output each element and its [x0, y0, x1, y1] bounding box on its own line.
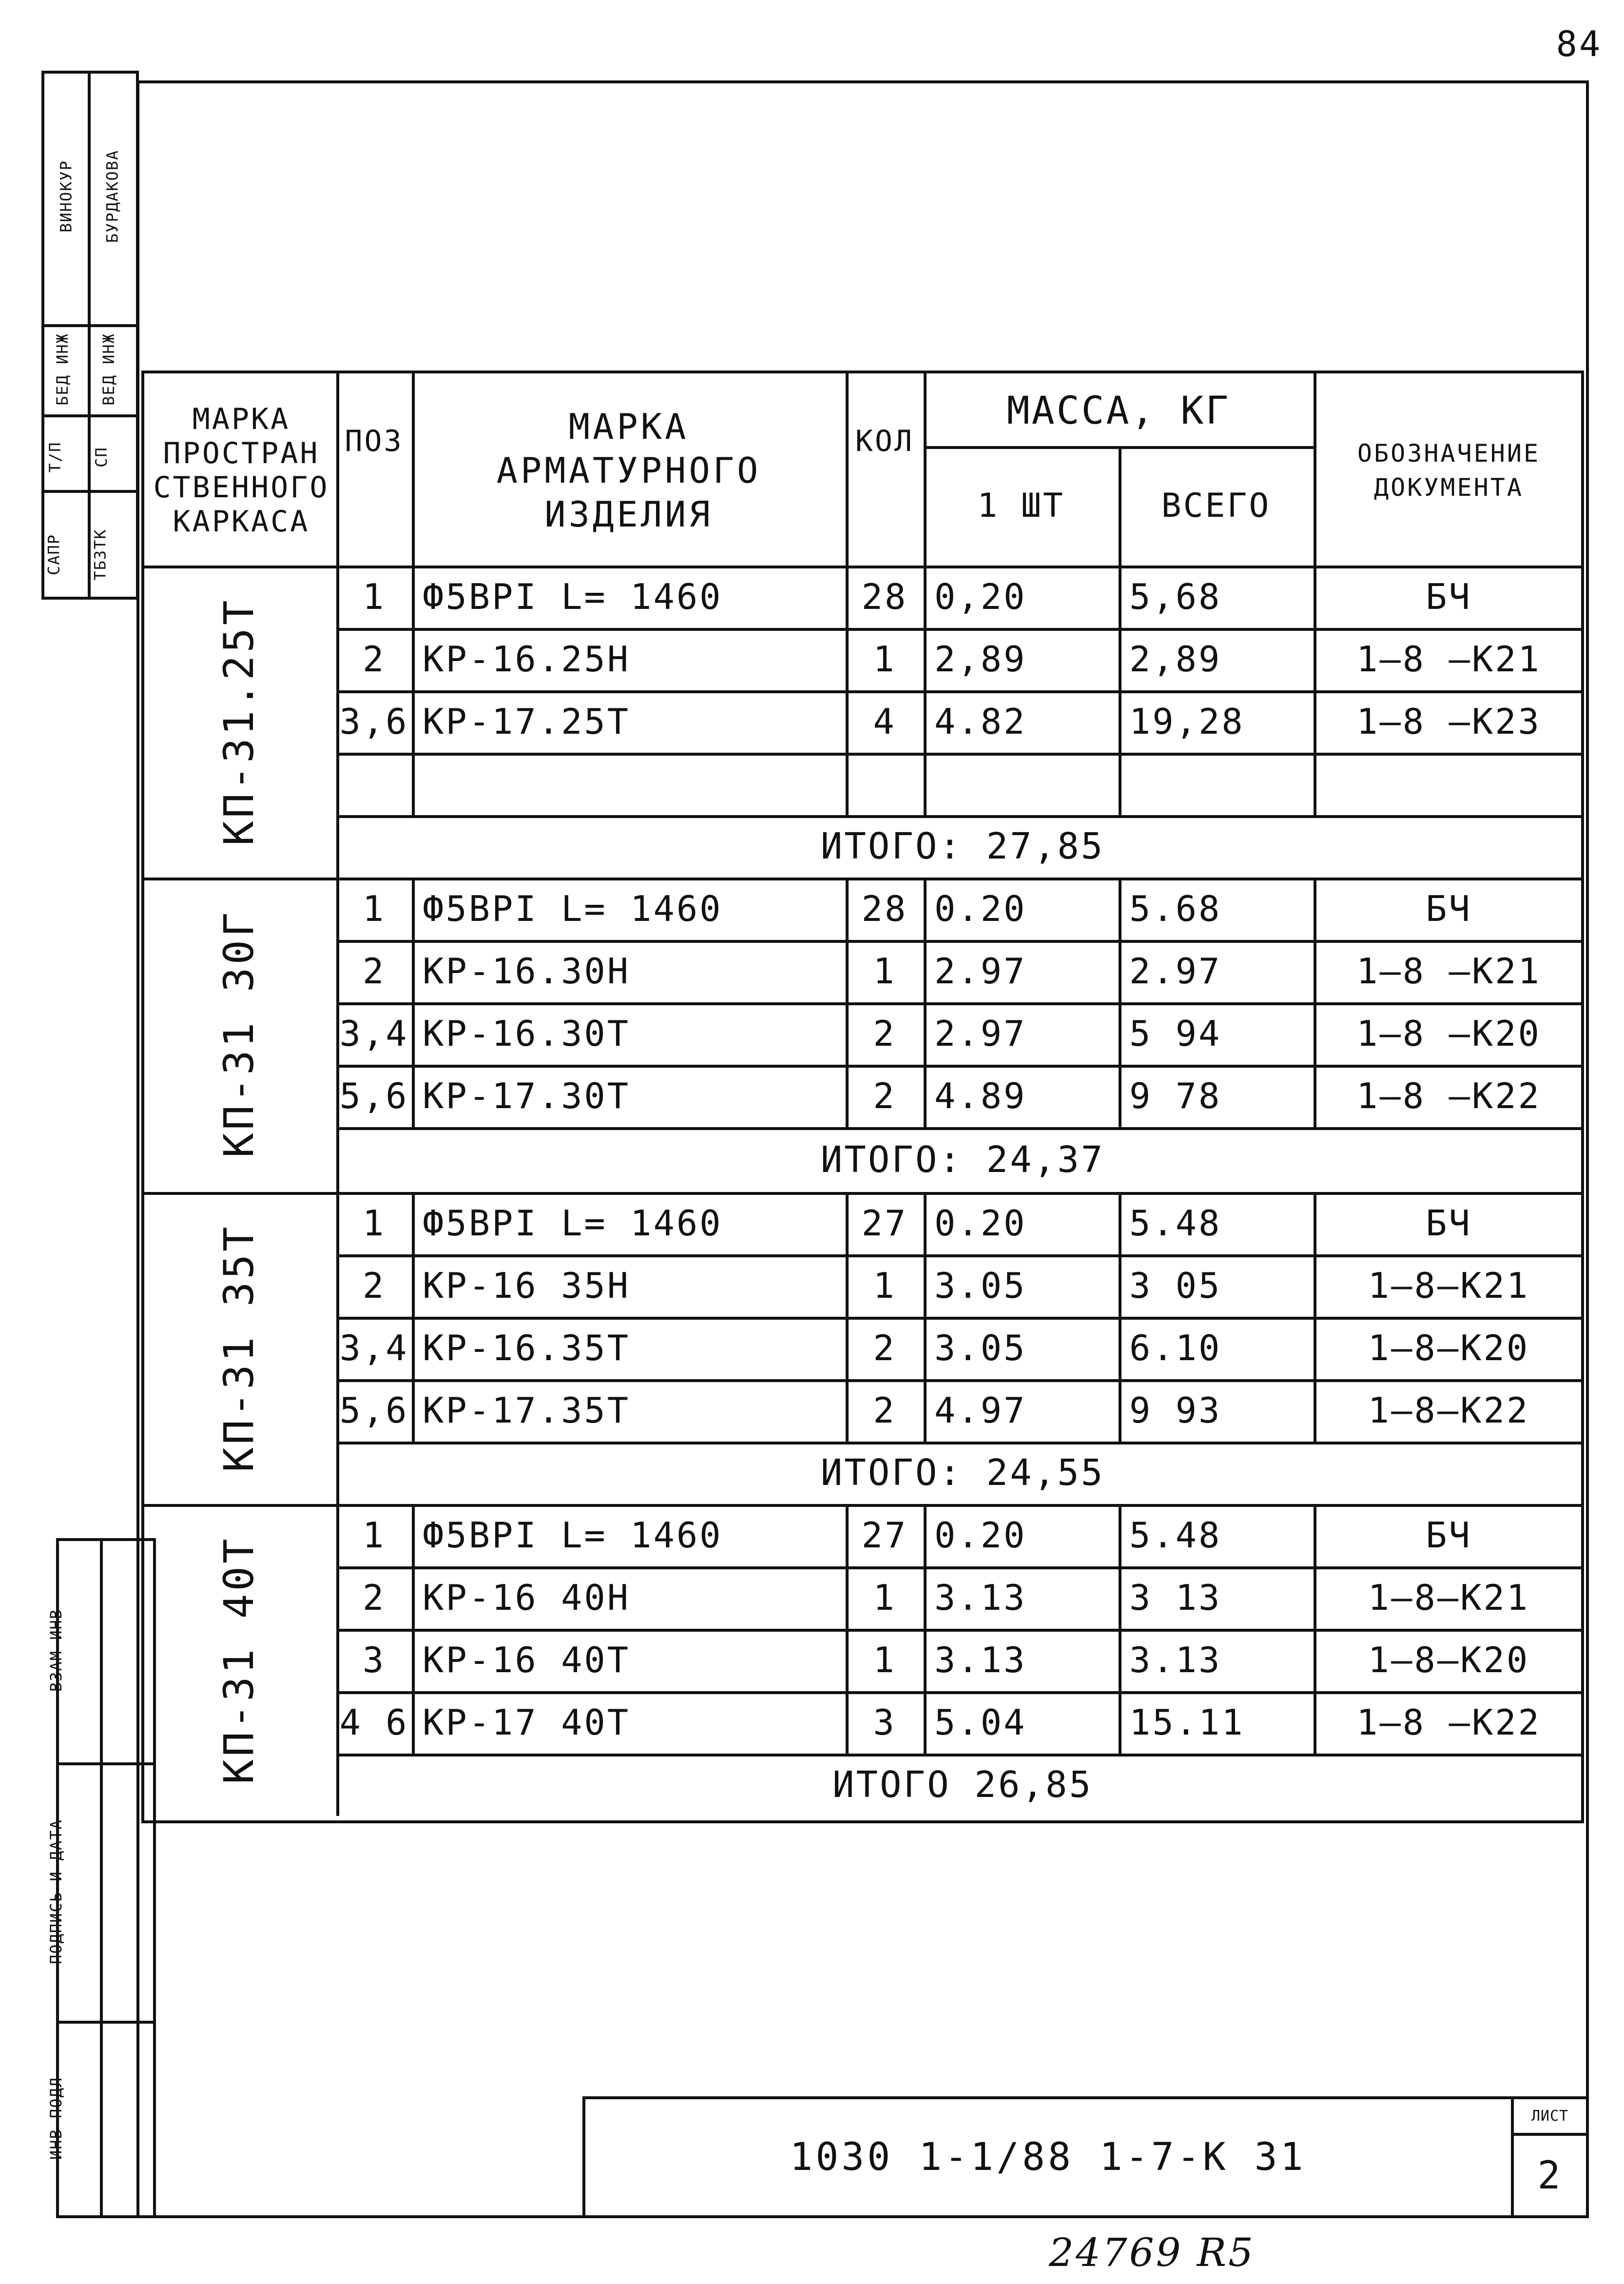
cell-pos: 1 — [362, 1515, 386, 1556]
cell-pos: 5,6 — [339, 1075, 409, 1116]
cell-total — [1119, 753, 1314, 815]
cell-doc: 1—8—К22 — [1368, 1390, 1530, 1431]
cell-total: 3 13 — [1129, 1577, 1222, 1618]
cell-doc: 1—8 —К21 — [1356, 639, 1541, 680]
cell-total: 5,68 — [1129, 576, 1222, 617]
cell-pos: 5,6 — [339, 1390, 409, 1431]
cell-pos: 1 — [362, 1203, 386, 1244]
cell-one: 0.20 — [934, 1203, 1027, 1244]
col-header-mass-total: ВСЕГО — [1161, 487, 1271, 525]
cell-total: 6.10 — [1129, 1327, 1222, 1368]
cell-pos: 1 — [362, 576, 386, 617]
cell-item: КР-16 40Н — [423, 1577, 631, 1618]
cell-total: 5.48 — [1129, 1515, 1222, 1556]
col-header-item: МАРКА АРМАТУРНОГО ИЗДЕЛИЯ — [496, 406, 761, 535]
cell-pos: 2 — [362, 1265, 386, 1306]
cell-qty: 1 — [873, 1640, 896, 1680]
cell-item: КР-16.25Н — [423, 639, 631, 680]
archive-number: 24769 R5 — [1049, 2229, 1256, 2275]
stamp-cell: БЕД ИНЖ — [53, 333, 72, 406]
cell-doc: БЧ — [1426, 888, 1472, 929]
col-header-document: ОБОЗНАЧЕНИЕ ДОКУМЕНТА — [1357, 439, 1541, 502]
sheet-number: 2 — [1537, 2153, 1563, 2198]
cell-item: КР-17.30Т — [423, 1075, 631, 1116]
stamp-cell: САПР — [44, 533, 63, 576]
carcass-label: КП-31 35Т — [215, 1224, 263, 1472]
col-header-carcass: МАРКА ПРОСТРАН СТВЕННОГО КАРКАСА — [153, 402, 329, 539]
cell-qty: 2 — [873, 1327, 896, 1368]
cell-qty: 27 — [861, 1203, 908, 1244]
cell-qty: 1 — [873, 639, 896, 680]
stamp-side-cell: ПОДПИСЬ И ДАТА — [47, 1819, 65, 1964]
cell-one: 2,89 — [934, 639, 1027, 680]
cell-pos: 3 — [362, 1640, 386, 1680]
col-header-pos: ПОЗ — [345, 424, 404, 458]
cell-doc: 1—8—К21 — [1368, 1265, 1530, 1306]
cell-pos: 3,4 — [339, 1327, 409, 1368]
cell-pos: 2 — [362, 1577, 386, 1618]
cell-doc: 1—8—К21 — [1368, 1577, 1530, 1618]
cell-item — [412, 753, 846, 815]
group-total: ИТОГО: 24,55 — [820, 1452, 1105, 1494]
cell-qty: 1 — [873, 1265, 896, 1306]
carcass-label: КП-31 30Г — [215, 909, 263, 1158]
cell-total: 15.11 — [1129, 1702, 1245, 1743]
cell-doc: 1—8 —К20 — [1356, 1013, 1541, 1054]
group-total: ИТОГО: 24,37 — [820, 1138, 1105, 1181]
cell-qty: 4 — [873, 701, 896, 742]
cell-one: 0,20 — [934, 576, 1027, 617]
cell-doc: 1—8—К20 — [1368, 1327, 1530, 1368]
group-total: ИТОГО: 27,85 — [820, 825, 1105, 867]
cell-qty: 1 — [873, 1577, 896, 1618]
document-code: 1030 1-1/88 1-7-К 31 — [790, 2135, 1306, 2179]
col-header-mass-one: 1 ШТ — [977, 487, 1065, 525]
page-number: 84 — [1556, 23, 1603, 64]
cell-item: КР-16 40Т — [423, 1640, 631, 1680]
stamp-cell: ТБЗТК — [91, 528, 109, 581]
cell-qty: 3 — [873, 1702, 896, 1743]
cell-total: 9 93 — [1129, 1390, 1222, 1431]
col-header-qty: КОЛ — [855, 424, 914, 458]
cell-total: 5.48 — [1129, 1203, 1222, 1244]
cell-item: КР-16.30Н — [423, 951, 631, 992]
stamp-cell: Т/П — [45, 441, 64, 473]
cell-doc: БЧ — [1426, 1515, 1472, 1556]
cell-total: 2,89 — [1129, 639, 1222, 680]
cell-total: 5 94 — [1129, 1013, 1222, 1054]
cell-total: 3 05 — [1129, 1265, 1222, 1306]
cell-doc: БЧ — [1426, 1203, 1472, 1244]
cell-one: 4.82 — [934, 701, 1027, 742]
cell-pos: 3,6 — [339, 701, 409, 742]
cell-doc: 1—8—К20 — [1368, 1640, 1530, 1680]
stamp-side-cell: ВЗАМ ИНВ — [47, 1608, 65, 1692]
cell-one: 3.05 — [934, 1265, 1027, 1306]
col-header-mass: МАССА, КГ — [1006, 389, 1231, 433]
cell-doc: 1—8 —К21 — [1356, 951, 1541, 992]
cell-pos: 2 — [362, 639, 386, 680]
carcass-label: КП-31.25Т — [215, 597, 263, 846]
cell-doc — [1314, 753, 1584, 815]
group-total: ИТОГО 26,85 — [832, 1764, 1093, 1806]
cell-doc: 1—8 —К22 — [1356, 1702, 1541, 1743]
cell-one — [924, 753, 1119, 815]
stamp-cell: ВИНОКУР — [57, 160, 75, 233]
cell-item: КР-16.30Т — [423, 1013, 631, 1054]
cell-one: 5.04 — [934, 1702, 1027, 1743]
cell-qty: 2 — [873, 1013, 896, 1054]
cell-qty: 1 — [873, 951, 896, 992]
cell-doc: 1—8 —К22 — [1356, 1075, 1541, 1116]
cell-item: Ф5ВРI L= 1460 — [423, 888, 723, 929]
cell-one: 3.13 — [934, 1640, 1027, 1680]
cell-one: 4.97 — [934, 1390, 1027, 1431]
cell-qty: 27 — [861, 1515, 908, 1556]
cell-total: 19,28 — [1129, 701, 1245, 742]
cell-qty: 28 — [861, 888, 908, 929]
cell-qty: 28 — [861, 576, 908, 617]
cell-pos — [336, 753, 412, 815]
cell-pos: 2 — [362, 951, 386, 992]
cell-one: 0.20 — [934, 1515, 1027, 1556]
cell-total: 2.97 — [1129, 951, 1222, 992]
cell-item: КР-16.35Т — [423, 1327, 631, 1368]
cell-one: 3.05 — [934, 1327, 1027, 1368]
cell-total: 5.68 — [1129, 888, 1222, 929]
cell-total: 3.13 — [1129, 1640, 1222, 1680]
sheet-label: ЛИСТ — [1531, 2107, 1569, 2125]
cell-qty: 2 — [873, 1075, 896, 1116]
cell-qty: 2 — [873, 1390, 896, 1431]
cell-one: 0.20 — [934, 888, 1027, 929]
cell-item: КР-17.35Т — [423, 1390, 631, 1431]
cell-total: 9 78 — [1129, 1075, 1222, 1116]
cell-item: Ф5ВРI L= 1460 — [423, 576, 723, 617]
cell-item: Ф5ВРI L= 1460 — [423, 1203, 723, 1244]
stamp-side-cell: ИНВ ПОДЛ — [47, 2076, 65, 2160]
cell-pos: 1 — [362, 888, 386, 929]
cell-pos: 3,4 — [339, 1013, 409, 1054]
cell-item: Ф5ВРI L= 1460 — [423, 1515, 723, 1556]
cell-item: КР-16 35Н — [423, 1265, 631, 1306]
cell-one: 2.97 — [934, 951, 1027, 992]
cell-one: 3.13 — [934, 1577, 1027, 1618]
stamp-cell: ВЕД ИНЖ — [99, 333, 118, 406]
cell-one: 2.97 — [934, 1013, 1027, 1054]
cell-qty — [846, 753, 924, 815]
cell-doc: БЧ — [1426, 576, 1472, 617]
stamp-cell: СП — [92, 447, 111, 468]
cell-item: КР-17 40Т — [423, 1702, 631, 1743]
cell-one: 4.89 — [934, 1075, 1027, 1116]
cell-pos: 4 6 — [339, 1702, 409, 1743]
carcass-label: КП-31 40Т — [215, 1536, 263, 1784]
cell-item: КР-17.25Т — [423, 701, 631, 742]
cell-doc: 1—8 —К23 — [1356, 701, 1541, 742]
stamp-cell: БУРДАКОВА — [103, 149, 121, 243]
